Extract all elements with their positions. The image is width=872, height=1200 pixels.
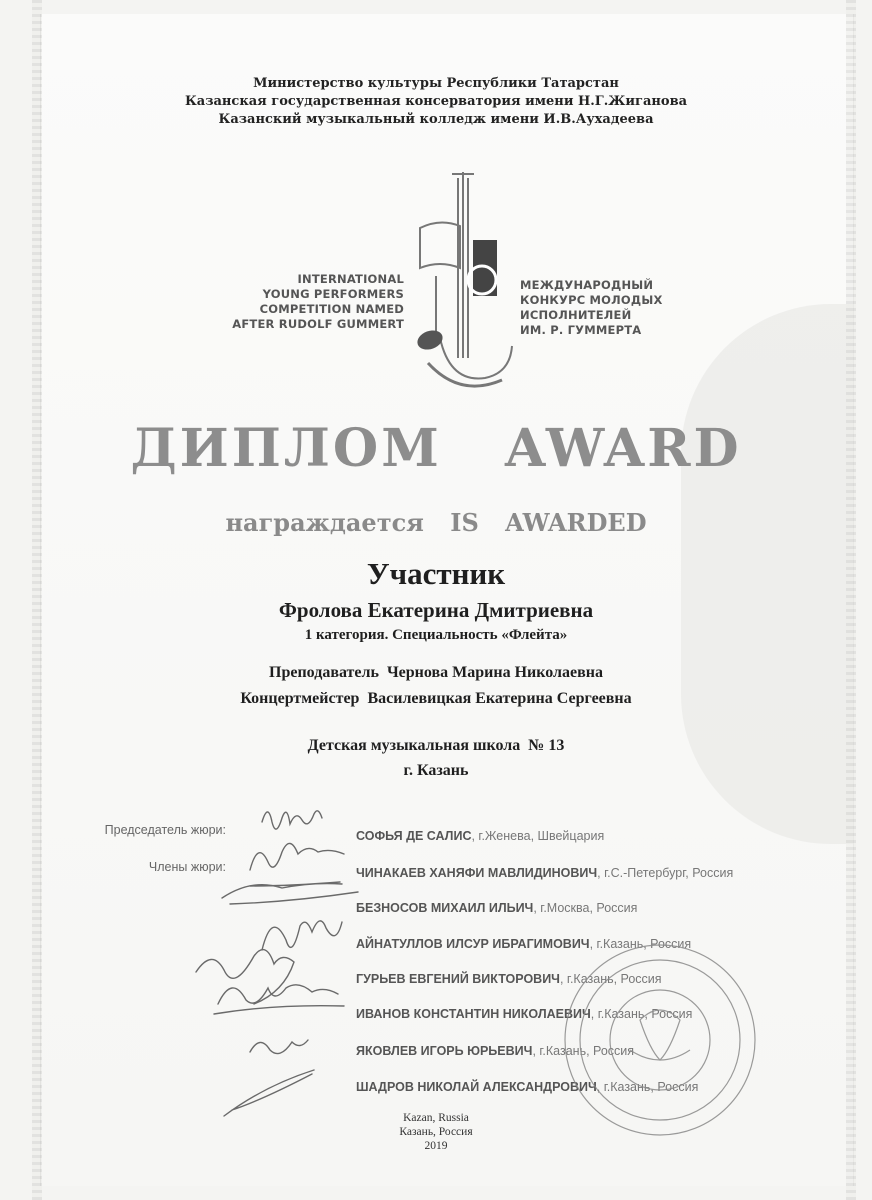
awarded-subtitle: награждается IS AWARDED: [225, 508, 647, 537]
signature-member-3: [262, 921, 342, 950]
logo-text-english: INTERNATIONAL YOUNG PERFORMERS COMPETITION NAMED AFTER RUDOLF GUMMERT: [232, 272, 404, 331]
jury-name: ИВАНОВ КОНСТАНТИН НИКОЛАЕВИЧ: [356, 1007, 591, 1021]
signature-member-7: [224, 1070, 314, 1116]
city-line: г. Казань: [403, 762, 469, 779]
jury-name: СОФЬЯ ДЕ САЛИС: [356, 829, 472, 843]
diploma-title: ДИПЛОМ AWARD: [130, 418, 742, 479]
teacher-line: Преподаватель Чернова Марина Николаевна: [269, 664, 603, 681]
signature-member-5: [214, 985, 344, 1014]
signature-member-6: [250, 1040, 308, 1054]
accompanist-line: Концертмейстер Василевицкая Екатерина Сергеевна: [240, 690, 632, 707]
jury-city: , г.Казань, Россия: [589, 937, 692, 951]
footer-year: 2019: [424, 1140, 448, 1152]
jury-city: , г.Казань, Россия: [596, 1080, 699, 1094]
jury-name: ГУРЬЕВ ЕВГЕНИЙ ВИКТОРОВИЧ: [356, 972, 560, 986]
official-seal: [565, 945, 755, 1135]
signature-member-1: [250, 843, 344, 870]
jury-name: БЕЗНОСОВ МИХАИЛ ИЛЬИЧ: [356, 901, 534, 915]
jury-name: ЧИНАКАЕВ ХАНЯФИ МАВЛИДИНОВИЧ: [356, 866, 598, 880]
jury-city: , г.Казань, Россия: [532, 1044, 635, 1058]
signature-member-4: [196, 950, 294, 1004]
signature-chair: [262, 811, 322, 829]
header-college: Казанский музыкальный колледж имени И.В.Аухадеева: [218, 112, 654, 127]
jury-city: , г.Казань, Россия: [590, 1007, 693, 1021]
jury-name: ЯКОВЛЕВ ИГОРЬ ЮРЬЕВИЧ: [356, 1044, 533, 1058]
signature-member-2: [222, 882, 358, 904]
jury-city: , г.Москва, Россия: [533, 901, 638, 915]
jury-city: , г.Женева, Швейцария: [471, 829, 605, 843]
header-conservatory: Казанская государственная консерватория имени Н.Г.Жиганова: [184, 94, 688, 109]
jury-chair-label: Председатель жюри:: [104, 823, 226, 837]
footer-place-russian: Казань, Россия: [399, 1126, 473, 1138]
logo-text-russian: МЕЖДУНАРОДНЫЙ КОНКУРС МОЛОДЫХ ИСПОЛНИТЕЛЕЙ ИМ. Р. ГУММЕРТА: [520, 278, 663, 337]
category-specialty: 1 категория. Специальность «Флейта»: [304, 627, 568, 643]
jury-city: , г.С.-Петербург, Россия: [597, 866, 734, 880]
jury-city: , г.Казань, Россия: [559, 972, 662, 986]
award-rank: Участник: [366, 556, 506, 591]
jury-name: ШАДРОВ НИКОЛАЙ АЛЕКСАНДРОВИЧ: [356, 1080, 597, 1094]
jury-members-label: Члены жюри:: [148, 860, 226, 874]
school-line: Детская музыкальная школа № 13: [307, 737, 565, 754]
jury-name: АЙНАТУЛЛОВ ИЛСУР ИБРАГИМОВИЧ: [356, 937, 590, 951]
footer-place-english: Kazan, Russia: [403, 1112, 469, 1124]
header-ministry: Министерство культуры Республики Татарстан: [253, 76, 619, 91]
recipient-name: Фролова Екатерина Дмитриевна: [278, 598, 594, 622]
